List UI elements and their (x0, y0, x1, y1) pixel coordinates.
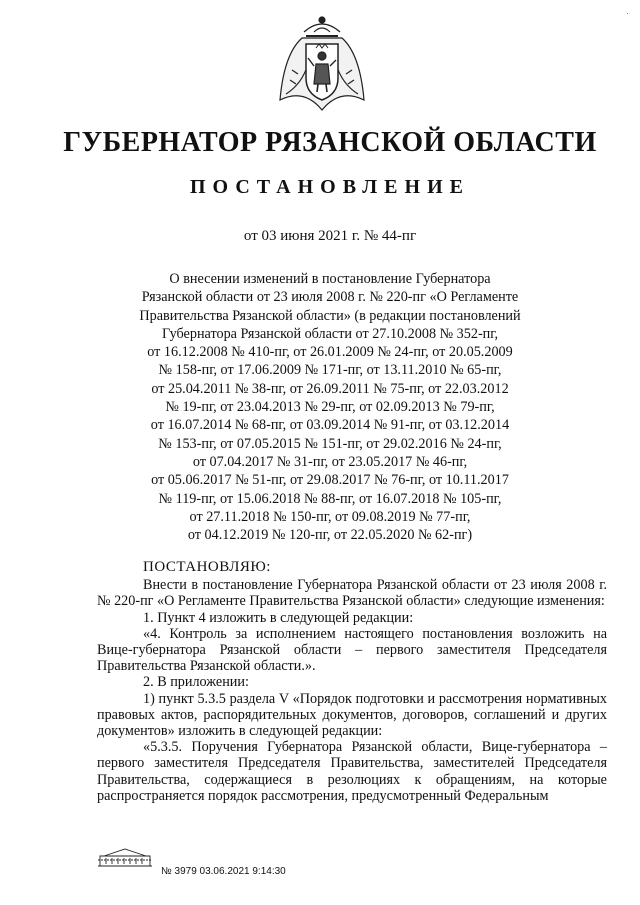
subject-line: от 07.04.2017 № 31-пг, от 23.05.2017 № 46-пг, (192, 453, 468, 470)
subject-line: Рязанской области от 23 июля 2008 г. № 220-пг «О Регламенте (141, 289, 519, 306)
coat-of-arms-emblem (274, 14, 370, 114)
subject-line: Правительства Рязанской области» (в редакции постановлений (139, 307, 521, 324)
building-stamp-icon (96, 846, 154, 868)
document-date-number: от 03 июня 2021 г. № 44-пг (243, 228, 417, 244)
subject-line: О внесении изменений в постановление Губернатора (169, 271, 491, 287)
subject-line: от 25.04.2011 № 38-пг, от 26.09.2011 № 75-пг, от 22.03.2012 (151, 380, 509, 397)
document-type: ПОСТАНОВЛЕНИЕ (190, 176, 470, 198)
item-2: 2. В приложении: (143, 674, 249, 691)
subject-line: от 04.12.2019 № 120-пг, от 22.05.2020 № 62-пг) (187, 527, 473, 544)
subject-line: от 05.06.2017 № 51-пг, от 29.08.2017 № 76-пг, от 10.11.2017 (151, 472, 509, 489)
document-body (97, 559, 607, 804)
subject-line: от 16.07.2014 № 68-пг, от 03.09.2014 № 91-пг, от 03.12.2014 (150, 417, 510, 434)
subject-line: № 19-пг, от 23.04.2013 № 29-пг, от 02.09.2013 № 79-пг, (165, 399, 495, 416)
registration-stamp: № 3979 03.06.2021 9:14:30 (161, 866, 286, 877)
document-subject (130, 270, 530, 544)
item-2-1: 1) пункт 5.3.5 раздела V «Порядок подготовки и рассмотрения нормативных правовых актов, распорядительных документов, договоров, соглашений и других документов» изложить в следующей редакции: (97, 690, 607, 740)
subject-line: № 119-пг, от 15.06.2018 № 88-пг, от 16.07.2018 № 105-пг, (158, 490, 502, 507)
subject-line: № 153-пг, от 07.05.2015 № 151-пг, от 29.02.2016 № 24-пг, (158, 435, 502, 452)
resolve-heading: ПОСТАНОВЛЯЮ: (143, 559, 271, 575)
subject-line: Губернатора Рязанской области от 27.10.2008 № 352-пг, (161, 325, 499, 342)
item-2-1-text: «5.3.5. Поручения Губернатора Рязанской области, Вице-губернатора – первого заместителя Председателя Правительства, заместителей Председателя Правительства, содержащиеся в резолюциях к обращениям, на которые распространяется порядок рассмотрения, предусмотренный Федеральным (97, 739, 607, 804)
subject-line: от 16.12.2008 № 410-пг, от 26.01.2009 № 24-пг, от 20.05.2009 (147, 344, 513, 361)
intro-paragraph: Внести в постановление Губернатора Рязанской области от 23 июля 2008 г. № 220-пг «О Регламенте Правительства Рязанской области» следующие изменения: (97, 577, 607, 610)
subject-line: № 158-пг, от 17.06.2009 № 171-пг, от 13.11.2010 № 65-пг, (158, 362, 502, 379)
issuer-title: ГУБЕРНАТОР РЯЗАНСКОЙ ОБЛАСТИ (63, 127, 597, 158)
item-1-text: «4. Контроль за исполнением настоящего постановления возложить на Вице-губернатора Рязанской области – первого заместителя Председателя Правительства Рязанской области.». (97, 625, 607, 675)
scan-mark: · (626, 8, 629, 18)
item-1: 1. Пункт 4 изложить в следующей редакции: (143, 609, 414, 626)
subject-line: от 27.11.2018 № 150-пг, от 09.08.2019 № 77-пг, (189, 508, 471, 525)
